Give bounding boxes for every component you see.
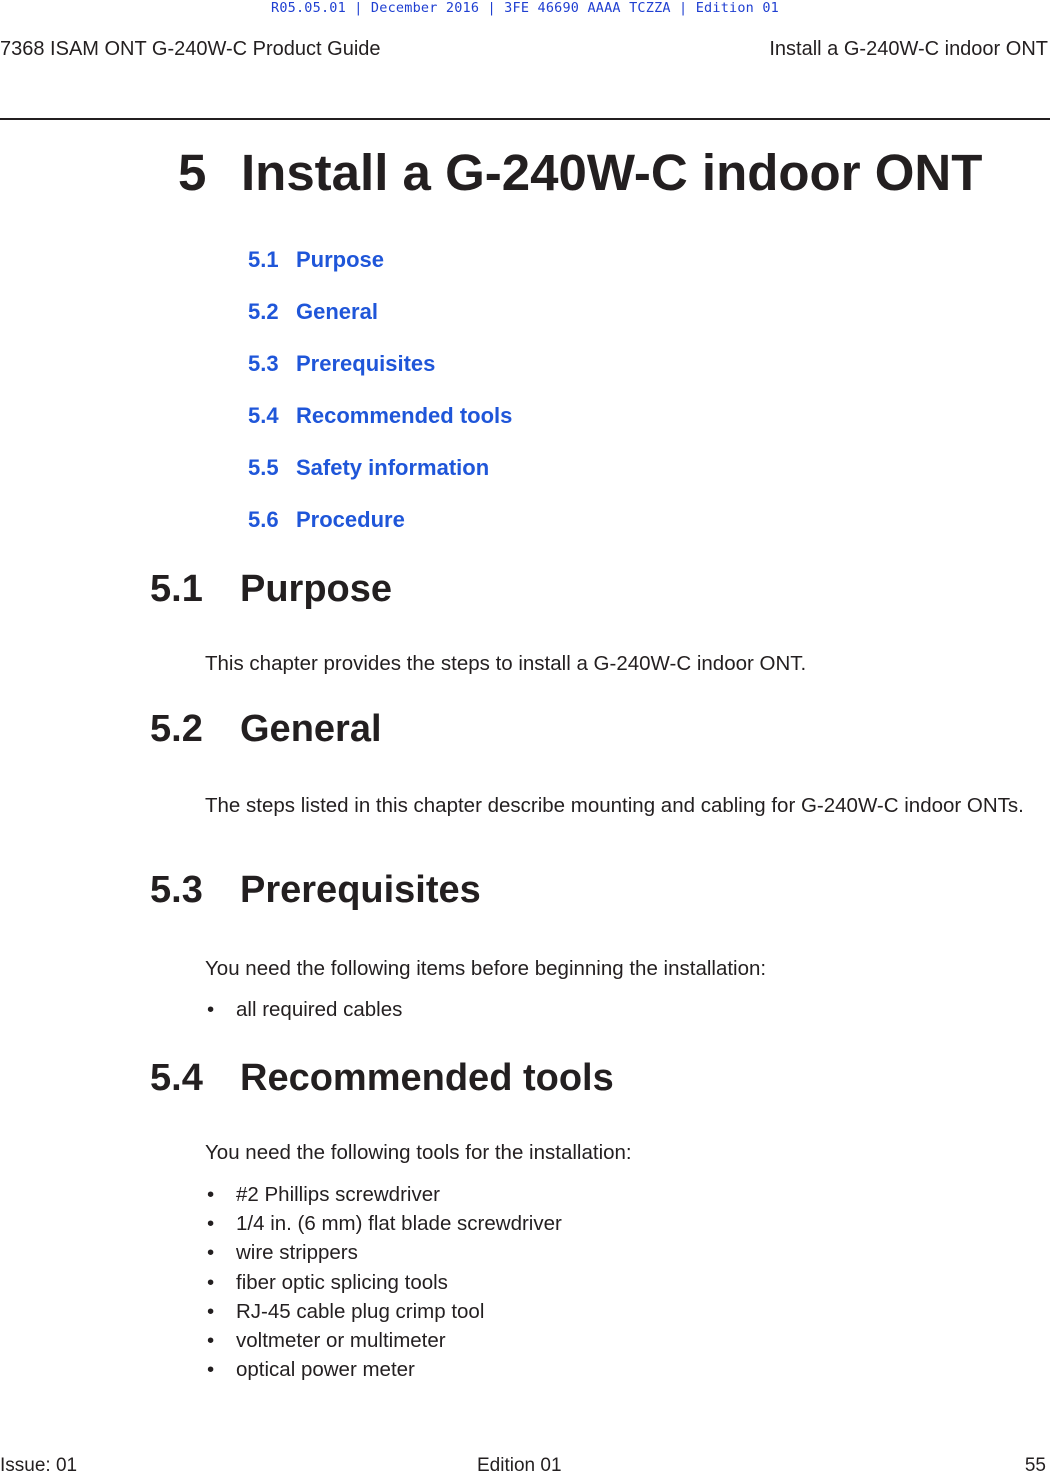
footer-edition: Edition 01 <box>477 1455 562 1476</box>
toc-number: 5.1 <box>248 247 279 272</box>
toc-link-general[interactable] <box>248 299 378 325</box>
footer-issue: Issue: 01 <box>0 1455 78 1476</box>
toc-label: Procedure <box>296 507 405 532</box>
toc-link-procedure[interactable] <box>248 507 405 533</box>
toc-label: General <box>296 299 378 324</box>
section-heading-prerequisites <box>150 869 481 912</box>
toc-link-recommended-tools[interactable] <box>248 403 512 429</box>
footer-page-number: 55 <box>1024 1455 1046 1476</box>
header-rule <box>0 118 1050 120</box>
toc-link-prerequisites[interactable] <box>248 351 435 377</box>
purpose-paragraph: This chapter provides the steps to install a G-240W-C indoor ONT. <box>205 652 807 675</box>
tools-paragraph: You need the following tools for the installation: <box>205 1141 632 1164</box>
chapter-number: 5 <box>178 144 207 201</box>
toc-label: Purpose <box>296 247 385 272</box>
section-heading-general <box>150 708 382 751</box>
toc-number: 5.6 <box>248 507 279 532</box>
section-number: 5.3 <box>150 869 203 911</box>
toc-number: 5.5 <box>248 455 279 480</box>
toc-label: Safety information <box>296 455 490 480</box>
general-paragraph: The steps listed in this chapter describe mounting and cabling for G-240W-C indoor ONTs. <box>205 794 1024 817</box>
header-chapter-title: Install a G-240W-C indoor ONT <box>769 38 1048 60</box>
prerequisites-paragraph: You need the following items before beginning the installation: <box>205 957 767 980</box>
list-item: • fiber optic splicing tools <box>205 1268 562 1297</box>
toc-label: Prerequisites <box>296 351 436 376</box>
document-banner: R05.05.01 | December 2016 | 3FE 46690 AAAA TCZZA | Edition 01 <box>271 0 779 16</box>
toc-link-safety-information[interactable] <box>248 455 489 481</box>
chapter-title-text: Install a G-240W-C indoor ONT <box>241 144 983 201</box>
list-item: • wire strippers <box>205 1238 562 1267</box>
toc-label: Recommended tools <box>296 403 513 428</box>
toc-number: 5.2 <box>248 299 279 324</box>
list-item: • optical power meter <box>205 1355 562 1384</box>
list-item: • #2 Phillips screwdriver <box>205 1180 562 1209</box>
list-item: • RJ-45 cable plug crimp tool <box>205 1297 562 1326</box>
section-title: Prerequisites <box>240 869 481 911</box>
list-item: • 1/4 in. (6 mm) flat blade screwdriver <box>205 1209 562 1238</box>
list-item: • voltmeter or multimeter <box>205 1326 562 1355</box>
section-heading-purpose <box>150 568 392 611</box>
section-title: Purpose <box>240 568 393 610</box>
section-number: 5.1 <box>150 568 203 610</box>
toc-link-purpose[interactable] <box>248 247 384 273</box>
toc-number: 5.3 <box>248 351 279 376</box>
section-number: 5.4 <box>150 1057 203 1099</box>
prerequisites-list <box>205 995 402 1024</box>
section-number: 5.2 <box>150 708 203 750</box>
section-title: General <box>240 708 382 750</box>
tools-list <box>205 1180 562 1384</box>
section-title: Recommended tools <box>240 1057 614 1099</box>
toc-number: 5.4 <box>248 403 279 428</box>
chapter-title <box>178 143 982 202</box>
header-product-guide: 7368 ISAM ONT G-240W-C Product Guide <box>0 38 381 60</box>
section-heading-recommended-tools <box>150 1057 614 1100</box>
list-item: • all required cables <box>205 995 402 1024</box>
